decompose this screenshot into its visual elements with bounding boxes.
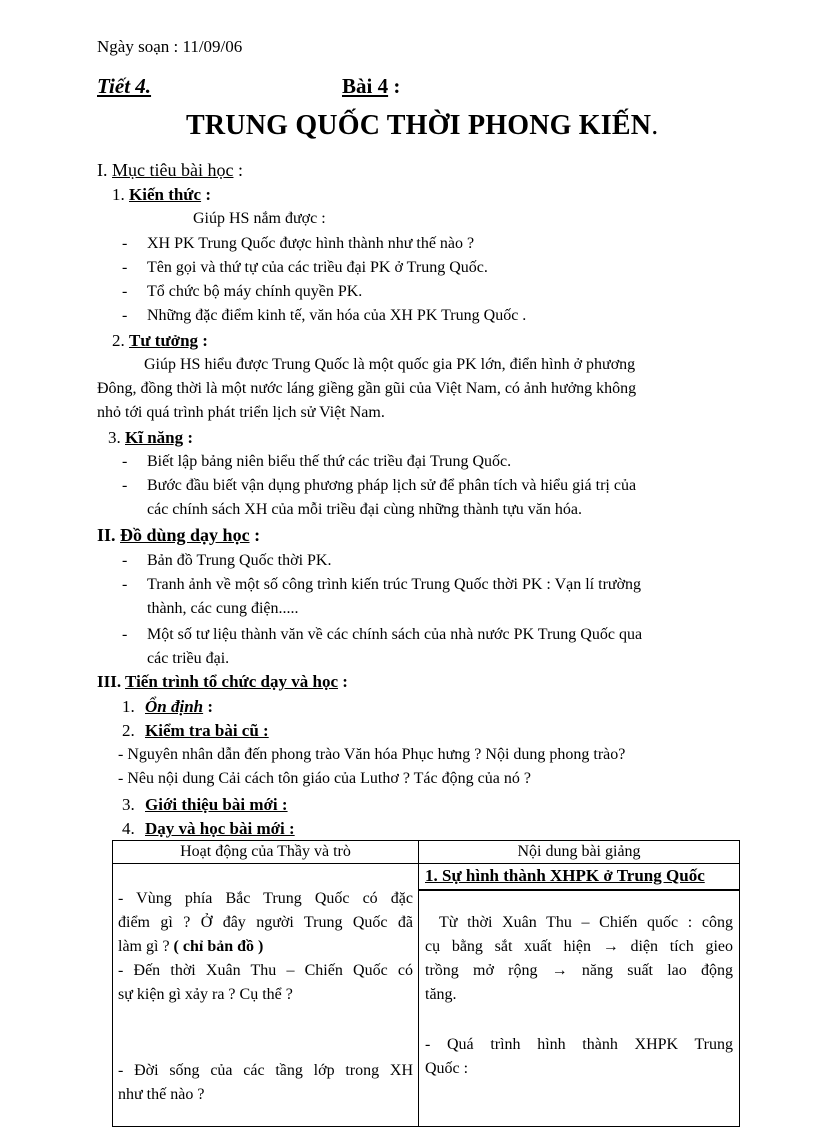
step-1-title: Ổn định <box>145 697 204 716</box>
page-title <box>186 110 658 142</box>
content-heading-text: 1. Sự hình thành XHPK ở Trung Quốc <box>425 866 705 885</box>
step-3 <box>122 795 288 815</box>
activity-line <box>118 938 263 956</box>
skills-num: 3. <box>108 428 125 447</box>
skills-heading <box>108 428 193 448</box>
step-1 <box>122 697 213 717</box>
section-2-colon: : <box>249 525 261 545</box>
list-item-text: Bước đầu biết vận dụng phương pháp lịch sử để phân tích và hiểu giá trị của <box>147 477 637 494</box>
materials-list: - Bản đồ Trung Quốc thời PK. - Tranh ảnh về một số công trình kiến trúc Trung Quốc thời PK : Vạn lí trường thành, các cung điện..... - Một số tư liệu thành văn về các chính sách của nhà nước PK Trung Quốc qua các triều đại. <box>122 552 643 667</box>
content-line: - Quá trình hình thành XHPK Trung <box>425 1036 733 1053</box>
col-header-lesson-content: Nội dung bài giảng <box>419 841 740 864</box>
knowledge-heading <box>112 185 211 205</box>
list-item-text: Tên gọi và thứ tự của các triều đại PK ở Trung Quốc. <box>147 259 488 276</box>
section-1-roman: I. <box>97 160 112 180</box>
content-heading <box>425 866 705 886</box>
section-3-colon: : <box>338 672 348 691</box>
section-3-heading <box>97 672 348 692</box>
step-4-title: Dạy và học bài mới : <box>145 819 295 838</box>
list-item-text: thành, các cung điện..... <box>147 600 299 617</box>
section-1-colon: : <box>233 160 243 180</box>
step-3-num: 3. <box>122 795 135 814</box>
thought-line-1: Giúp HS hiểu được Trung Quốc là một quốc gia PK lớn, điển hình ở phương <box>144 356 636 373</box>
activity-line: - Đến thời Xuân Thu – Chiến Quốc có <box>118 962 413 979</box>
date-line: Ngày soạn : 11/09/06 <box>97 37 243 56</box>
content-line: trồng mở rộng → năng suất lao động <box>425 962 733 979</box>
step-2-num: 2. <box>122 721 135 740</box>
col-header-teacher-activity: Hoạt động của Thầy và trò <box>113 841 419 864</box>
content-line: Từ thời Xuân Thu – Chiến quốc : công <box>439 914 733 931</box>
content-line: cụ bằng sắt xuất hiện → diện tích gieo <box>425 938 733 955</box>
thought-line-2: Đông, đồng thời là một nước láng giềng gần gũi của Việt Nam, có ảnh hưởng không <box>97 380 637 397</box>
step-1-colon: : <box>203 697 214 716</box>
content-line: tăng. <box>425 986 457 1003</box>
list-item-text: Một số tư liệu thành văn về các chính sách của nhà nước PK Trung Quốc qua <box>147 626 643 643</box>
activity-line: sự kiện gì xảy ra ? Cụ thể ? <box>118 986 293 1003</box>
step-2-title: Kiểm tra bài cũ : <box>145 721 269 740</box>
section-2-title: Đồ dùng dạy học <box>120 525 250 545</box>
period-text: Tiết 4. <box>97 74 152 98</box>
section-3-roman: III. <box>97 672 126 691</box>
knowledge-list: - XH PK Trung Quốc được hình thành như thế nào ? - Tên gọi và thứ tự của các triều đại PK ở Trung Quốc. - Tổ chức bộ máy chính quyền PK. - Những đặc điểm kinh tế, văn hóa của XH PK Trung Quốc . <box>122 235 527 324</box>
thought-heading <box>112 331 208 351</box>
list-item-text: Tranh ảnh về một số công trình kiến trúc Trung Quốc thời PK : Vạn lí trường <box>147 576 642 593</box>
skills-colon: : <box>183 428 194 447</box>
list-item-text: XH PK Trung Quốc được hình thành như thế nào ? <box>147 235 475 252</box>
section-2-heading <box>97 525 260 546</box>
step-3-title: Giới thiệu bài mới : <box>145 795 288 814</box>
lesson-text: Bài 4 <box>342 74 389 98</box>
list-item-text: Tổ chức bộ máy chính quyền PK. <box>147 283 363 300</box>
section-1-heading <box>97 160 243 181</box>
step-4-num: 4. <box>122 819 135 838</box>
thought-title: Tư tưởng <box>129 331 199 350</box>
lesson-colon: : <box>388 74 401 98</box>
section-2-roman: II. <box>97 525 121 545</box>
activity-text: làm gì ? <box>118 938 174 955</box>
step-2 <box>122 721 269 741</box>
thought-colon: : <box>198 331 208 350</box>
activity-line: - Vùng phía Bắc Trung Quốc có đặc <box>118 890 413 907</box>
lesson-content-cell <box>419 864 740 1127</box>
review-question-1: - Nguyên nhân dẫn đến phong trào Văn hóa Phục hưng ? Nội dung phong trào? <box>118 746 626 763</box>
table-row <box>113 864 740 1127</box>
step-1-num: 1. <box>122 697 135 716</box>
lesson-label <box>342 74 400 99</box>
section-3-title: Tiến trình tổ chức dạy và học <box>125 672 339 691</box>
lesson-table <box>112 840 740 1127</box>
activity-note: ( chỉ bản đồ ) <box>173 938 264 955</box>
list-item-text: Bản đồ Trung Quốc thời PK. <box>147 552 332 569</box>
period-label <box>97 74 151 99</box>
list-item-text: Biết lập bảng niên biểu thế thứ các triều đại Trung Quốc. <box>147 453 512 470</box>
knowledge-num: 1. <box>112 185 129 204</box>
activity-line: điểm gì ? Ở đây người Trung Quốc đã <box>118 914 413 931</box>
content-heading-rule <box>419 889 740 891</box>
content-line: Quốc : <box>425 1060 469 1077</box>
section-1-title: Mục tiêu bài học <box>112 160 234 180</box>
page-title-text: TRUNG QUỐC THỜI PHONG KIẾN <box>186 110 652 141</box>
activity-line: - Đời sống của các tầng lớp trong XH <box>118 1062 413 1079</box>
list-item-text: Những đặc điểm kinh tế, văn hóa của XH PK Trung Quốc . <box>147 307 527 324</box>
table-header-row <box>113 841 740 864</box>
thought-num: 2. <box>112 331 129 350</box>
knowledge-colon: : <box>201 185 211 204</box>
review-question-2: - Nêu nội dung Cải cách tôn giáo của Luthơ ? Tác động của nó ? <box>118 770 531 787</box>
page-title-dot: . <box>651 110 659 141</box>
knowledge-title: Kiến thức <box>129 185 202 204</box>
activity-line: như thế nào ? <box>118 1086 205 1103</box>
teacher-activity-cell <box>113 864 419 1127</box>
knowledge-intro: Giúp HS nắm được : <box>193 210 326 227</box>
list-item-text: các triều đại. <box>147 650 230 667</box>
list-item-text: các chính sách XH của mỗi triều đại cùng những thành tựu văn hóa. <box>147 501 582 518</box>
skills-title: Kĩ năng <box>125 428 184 447</box>
step-4 <box>122 819 295 839</box>
thought-line-3: nhỏ tới quá trình phát triển lịch sử Việt Nam. <box>97 404 385 421</box>
skills-list: - Biết lập bảng niên biểu thế thứ các triều đại Trung Quốc. - Bước đầu biết vận dụng phương pháp lịch sử để phân tích và hiểu giá trị của các chính sách XH của mỗi triều đại cùng những thành tựu văn hóa. <box>122 453 637 518</box>
